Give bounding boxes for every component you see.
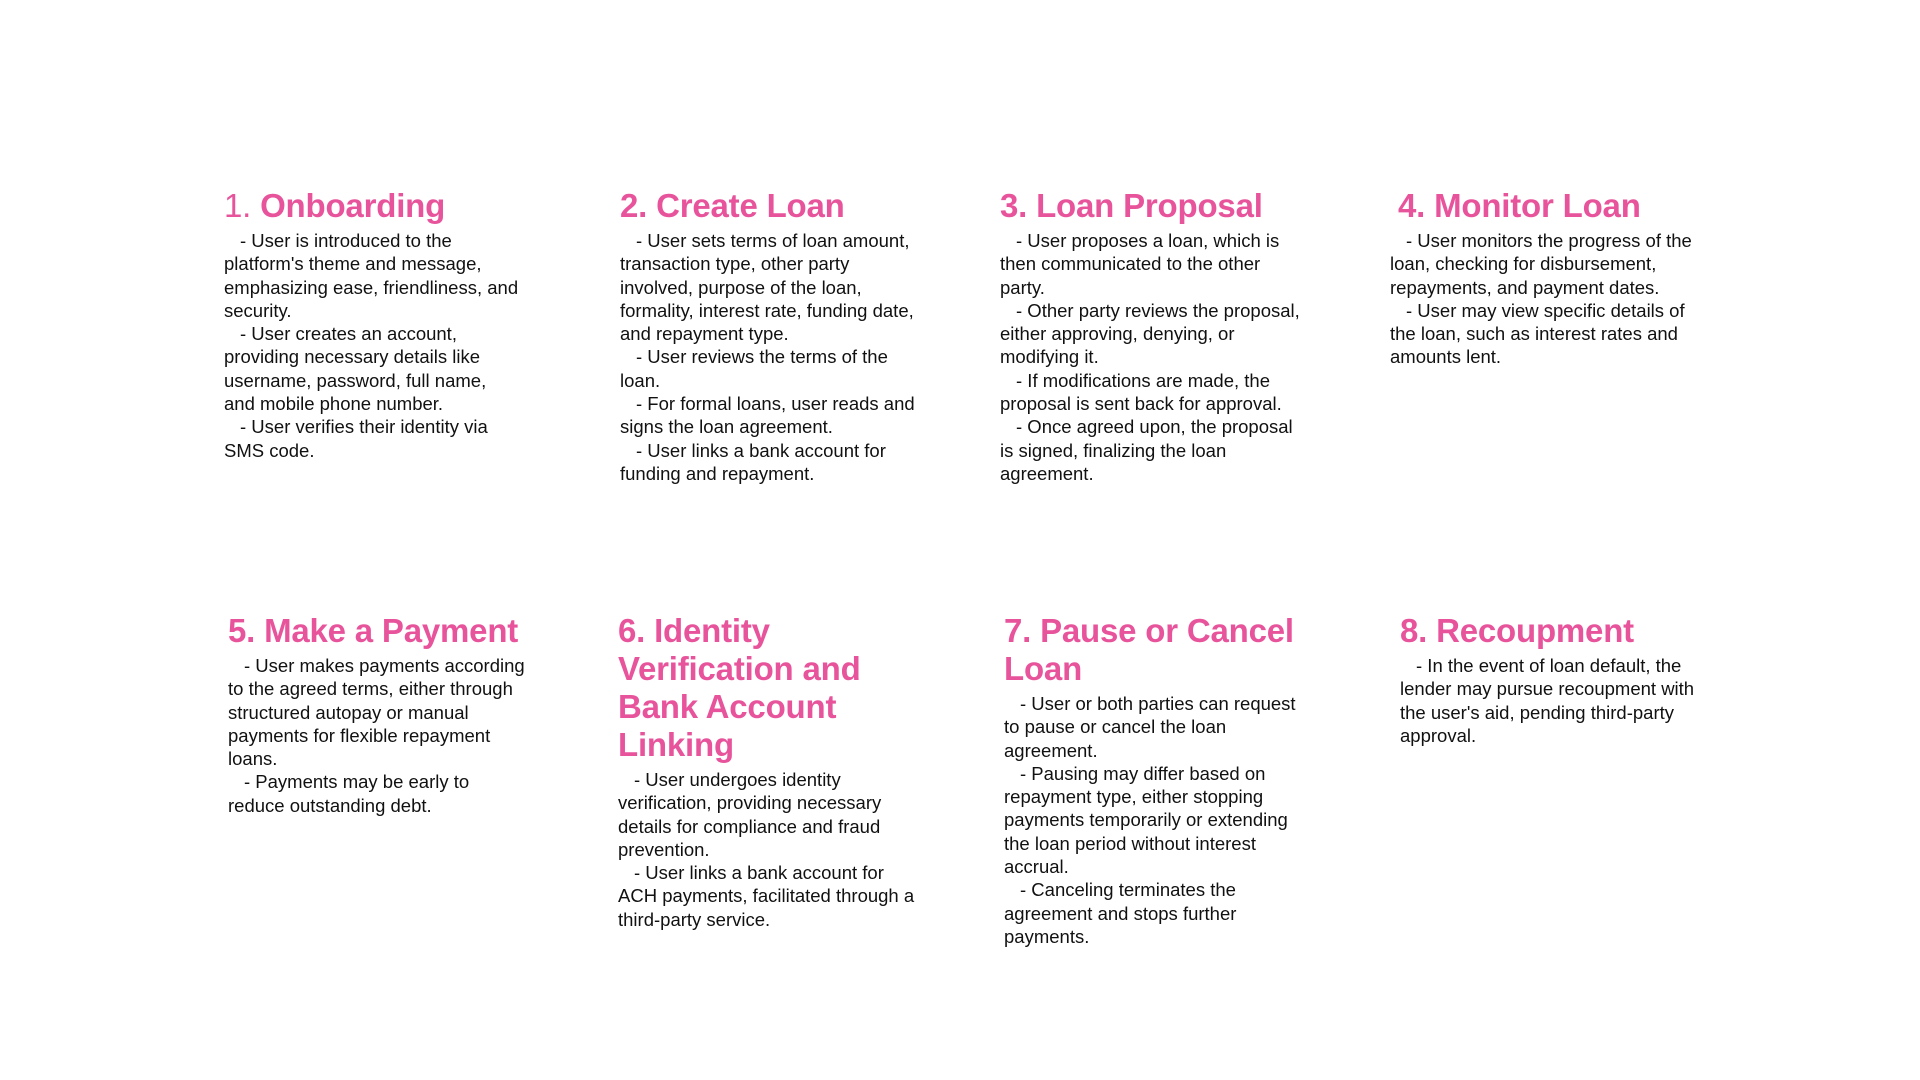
bullet-text: - Canceling terminates the agreement and stops further payments. — [1004, 879, 1237, 947]
section-title: 3. Loan Proposal — [1000, 187, 1263, 224]
bullet-text: - User is introduced to the platform's theme and message, emphasizing ease, friendliness, and security. — [224, 230, 519, 321]
section-title: 5. Make a Payment — [228, 612, 519, 649]
bullet-text: - User proposes a loan, which is then communicated to the other party. — [1000, 230, 1280, 298]
bullet-text: - Payments may be early to reduce outstanding debt. — [228, 771, 470, 816]
section-body — [228, 654, 528, 817]
section-onboarding — [224, 187, 519, 462]
section-body — [224, 229, 519, 462]
bullet-text: - User links a bank account for ACH payments, facilitated through a third-party service. — [618, 862, 915, 930]
bullet-text: - User may view specific details of the loan, such as interest rates and amounts lent. — [1390, 299, 1685, 368]
bullet-text: - User undergoes identity verification, providing necessary details for compliance and fraud prevention. — [618, 769, 882, 860]
section-pause-cancel — [1004, 612, 1314, 948]
section-recoupment — [1400, 612, 1720, 747]
bullet-text: - User verifies their identity via SMS code. — [224, 416, 488, 461]
section-body — [620, 229, 920, 485]
bullet-text: - User monitors the progress of the loan, checking for disbursement, repayments, and payment dates. — [1390, 230, 1692, 298]
bullet-text: - User sets terms of loan amount, transaction type, other party involved, purpose of the loan, formality, interest rate, funding date, and repayment type. — [620, 230, 914, 345]
section-title: 7. Pause or Cancel Loan — [1004, 612, 1294, 687]
section-title: 6. Identity Verification and Bank Account Linking — [618, 612, 861, 763]
section-identity-verification — [618, 612, 923, 931]
section-body — [1000, 229, 1305, 485]
bullet-text: - Once agreed upon, the proposal is signed, finalizing the loan agreement. — [1000, 416, 1293, 484]
bullet-text: - In the event of loan default, the lender may pursue recoupment with the user's aid, pending third-party approval. — [1400, 655, 1695, 746]
section-body — [1004, 692, 1314, 948]
section-body — [618, 768, 923, 931]
section-body — [1390, 229, 1710, 369]
section-monitor-loan — [1390, 187, 1710, 369]
section-create-loan — [620, 187, 920, 485]
section-title: 4. Monitor Loan — [1398, 187, 1641, 224]
section-title: 8. Recoupment — [1400, 612, 1634, 649]
bullet-text: - User reviews the terms of the loan. — [620, 346, 888, 391]
bullet-text: - User or both parties can request to pause or cancel the loan agreement. — [1004, 693, 1296, 761]
bullet-text: - Other party reviews the proposal, either approving, denying, or modifying it. — [1000, 299, 1300, 368]
bullet-text: - If modifications are made, the proposal is sent back for approval. — [1000, 369, 1282, 415]
bullet-text: - Pausing may differ based on repayment type, either stopping payments temporarily or extending the loan period without interest accrual. — [1004, 762, 1288, 878]
bullet-text: - User links a bank account for funding and repayment. — [620, 439, 886, 484]
section-title: 2. Create Loan — [620, 187, 845, 224]
section-loan-proposal — [1000, 187, 1305, 485]
bullet-text: - User creates an account, providing necessary details like username, password, full name, and mobile phone number. — [224, 323, 487, 415]
bullet-text: - For formal loans, user reads and signs the loan agreement. — [620, 393, 915, 438]
section-make-payment — [228, 612, 528, 817]
section-body — [1400, 654, 1720, 747]
section-title: 1. Onboarding — [224, 187, 446, 224]
bullet-text: - User makes payments according to the agreed terms, either through structured autopay or manual payments for flexible repayment loans. — [228, 655, 525, 770]
